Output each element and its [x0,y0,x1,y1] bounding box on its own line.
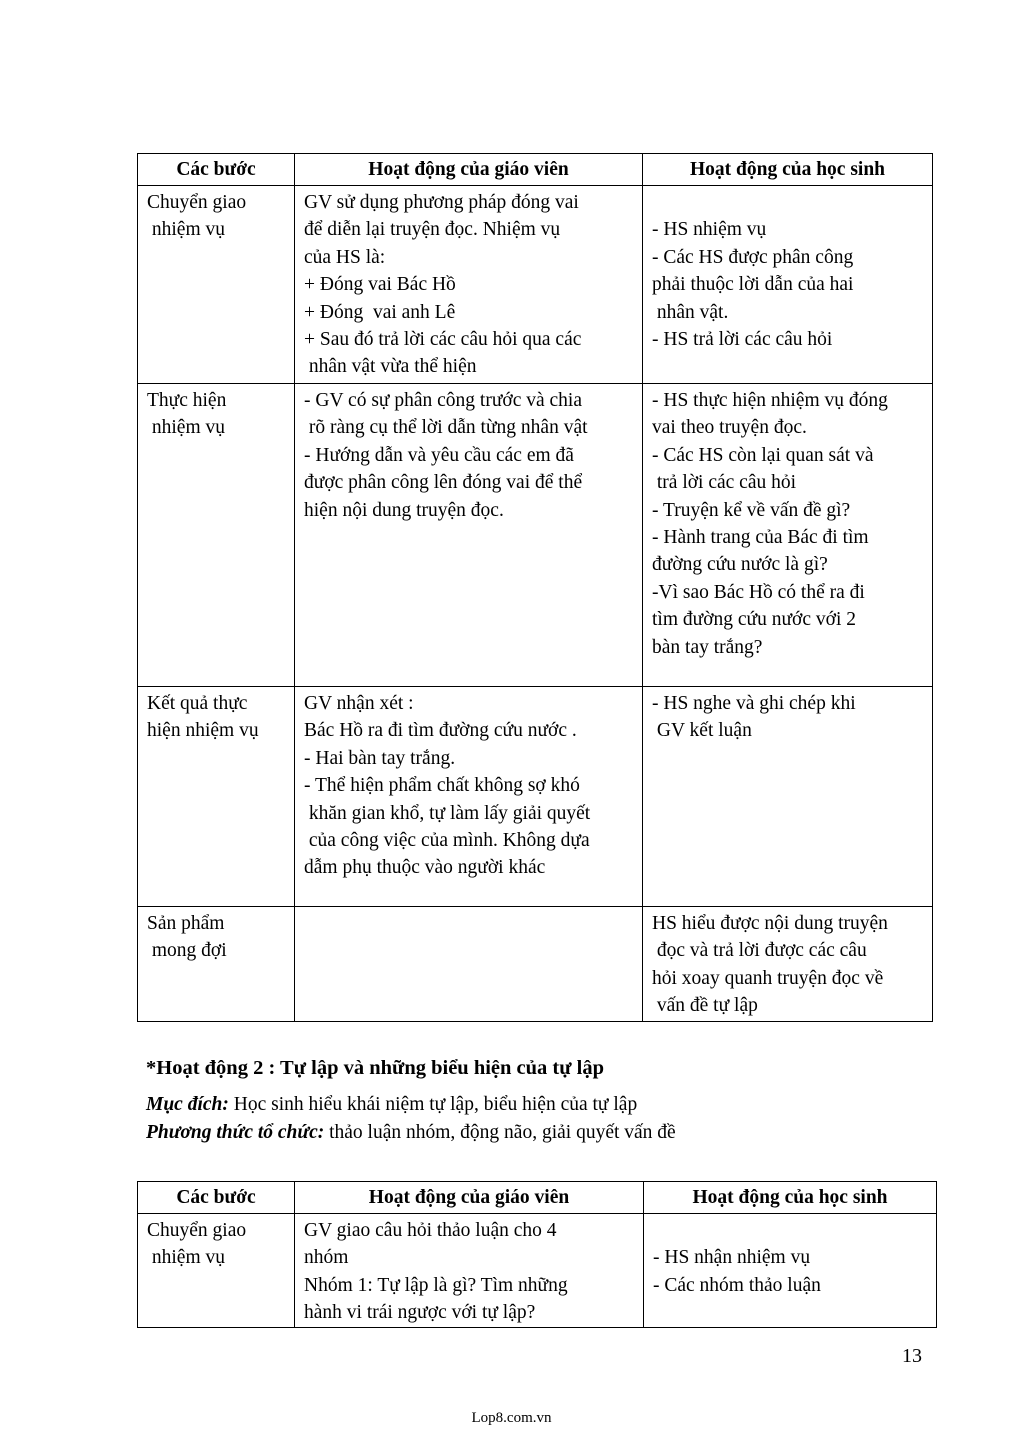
header-student: Hoạt động của học sinh [643,154,933,186]
activity-2-heading: *Hoạt động 2 : Tự lập và những biểu hiện của tự lập [146,1057,605,1079]
header-teacher: Hoạt động của giáo viên [295,154,643,186]
table-header-row [138,154,933,186]
activity-table-2 [137,1181,937,1328]
table-row [138,1214,937,1328]
teacher-cell: GV nhận xét : Bác Hồ ra đi tìm đường cứu nước . - Hai bàn tay trắng. - Thể hiện phẩm chất không sợ khó khăn gian khổ, tự làm lấy giải quyết của công việc của mình. Không dựa dẫm phụ thuộc vào người khác [295,687,643,907]
step-cell: Chuyển giao nhiệm vụ [138,1214,295,1328]
table-row [138,907,933,1022]
purpose-label: Mục đích: [146,1094,229,1115]
teacher-cell: GV sử dụng phương pháp đóng vai để diễn lại truyện đọc. Nhiệm vụ của HS là: + Đóng vai Bác Hồ + Đóng vai anh Lê + Sau đó trả lời các câu hỏi qua các nhân vật vừa thể hiện [295,186,643,384]
student-cell: - HS nhận nhiệm vụ - Các nhóm thảo luận [644,1214,937,1328]
activity-2-purpose [146,1094,637,1116]
student-cell: - HS nhiệm vụ - Các HS được phân công phải thuộc lời dẫn của hai nhân vật. - HS trả lời các câu hỏi [643,186,933,384]
teacher-cell: GV giao câu hỏi thảo luận cho 4 nhóm Nhóm 1: Tự lập là gì? Tìm những hành vi trái ngược với tự lập? [295,1214,644,1328]
header-steps: Các bước [138,154,295,186]
header-steps: Các bước [138,1182,295,1214]
step-cell: Thực hiện nhiệm vụ [138,384,295,687]
activity-2-method [146,1122,676,1144]
student-cell: - HS thực hiện nhiệm vụ đóng vai theo truyện đọc. - Các HS còn lại quan sát và trả lời các câu hỏi - Truyện kể về vấn đề gì? - Hành trang của Bác đi tìm đường cứu nước là gì? -Vì sao Bác Hồ có thể ra đi tìm đường cứu nước với 2 bàn tay trắng? [643,384,933,687]
method-text: thảo luận nhóm, động não, giải quyết vấn đề [324,1122,676,1143]
activity-table-1 [137,153,933,1022]
student-cell: - HS nghe và ghi chép khi GV kết luận [643,687,933,907]
student-cell: HS hiểu được nội dung truyện đọc và trả lời được các câu hỏi xoay quanh truyện đọc về vấn đề tự lập [643,907,933,1022]
table-row [138,186,933,384]
step-cell: Chuyển giao nhiệm vụ [138,186,295,384]
header-teacher: Hoạt động của giáo viên [295,1182,644,1214]
method-label: Phương thức tổ chức: [146,1122,325,1143]
teacher-cell: - GV có sự phân công trước và chia rõ ràng cụ thể lời dẫn từng nhân vật - Hướng dẫn và yêu cầu các em đã được phân công lên đóng vai để thể hiện nội dung truyện đọc. [295,384,643,687]
step-cell: Sản phẩm mong đợi [138,907,295,1022]
purpose-text: Học sinh hiểu khái niệm tự lập, biểu hiện của tự lập [228,1094,638,1115]
page-number: 13 [902,1345,922,1367]
table-header-row [138,1182,937,1214]
table-row [138,384,933,687]
step-cell: Kết quả thực hiện nhiệm vụ [138,687,295,907]
teacher-cell [295,907,643,1022]
header-student: Hoạt động của học sinh [644,1182,937,1214]
table-row [138,687,933,907]
footer-site-name: Lop8.com.vn [471,1410,552,1426]
